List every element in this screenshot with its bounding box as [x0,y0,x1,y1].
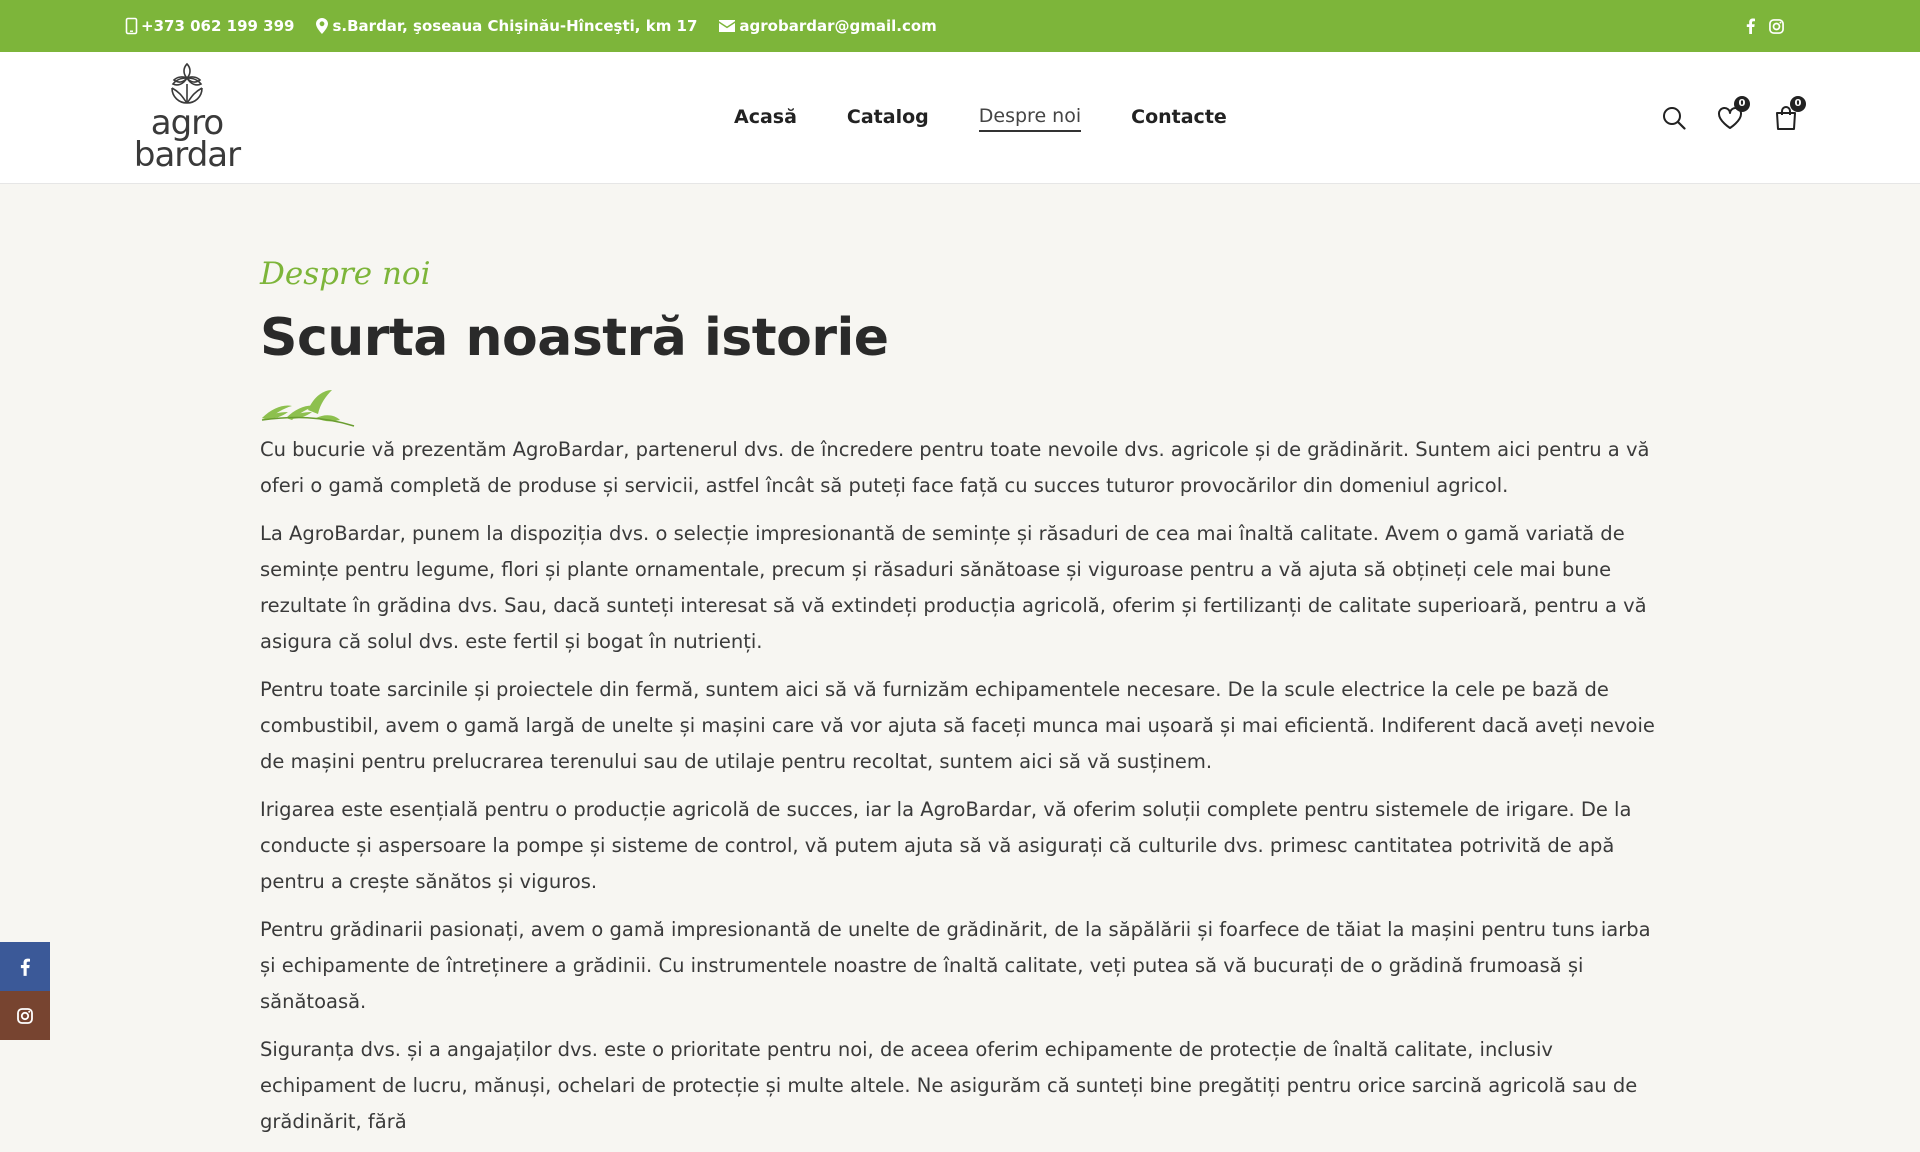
paragraph-5: Pentru grădinarii pasionați, avem o gamă impresionantă de unelte de grădinărit, de la săpălării și foarfece de tăiat la mașini pentru tuns iarba și echipamente de întreținere a grădinii. Cu instrumentele noastre de înaltă calitate, veți putea să vă bucurați de o grădină frumoasă și sănătoasă. [260,918,1651,1013]
nav-item-contacte[interactable]: Contacte [1131,105,1227,128]
nav-item-acasa[interactable]: Acasă [734,105,797,128]
facebook-link[interactable] [1746,18,1755,34]
paragraph-2: La AgroBardar, punem la dispoziția dvs. o selecție impresionantă de semințe și răsaduri de cea mai înaltă calitate. Avem o gamă variată de semințe pentru legume, flori și plante ornamentale, precum și răsaduri sănătoase și viguroase pentru a vă ajuta să obțineți cele mai bune rezultate în grădina dvs. Sau, dacă sunteți interesat să vă extindeți producția agricolă, oferim și fertilizanți de calitate superioară, pentru a vă asigura că solul dvs. este fertil și bogat în nutrienți. [260,522,1647,653]
topbar-social [1746,0,1784,52]
contact-info [126,0,937,52]
page-title: Scurta noastră istorie [260,308,889,368]
sprout-logo-icon [166,60,208,106]
nav-item-despre-noi[interactable]: Despre noi [979,105,1081,132]
envelope-icon [719,20,735,32]
cart-count-badge: 0 [1790,96,1806,112]
logo-text-agro: agro [150,103,224,143]
leaf-divider-icon [260,384,356,428]
main-nav [734,52,1227,184]
about-content [260,252,1660,1152]
phone-icon [126,18,137,34]
section-kicker: Despre noi [260,256,431,292]
map-marker-icon [316,18,328,34]
paragraph-3: Pentru toate sarcinile și proiectele din fermă, suntem aici să vă furnizăm echipamentele necesare. De la scule electrice la cele pe bază de combustibil, avem o gamă largă de unelte și mașini care vă vor ajuta să faceți munca mai ușoară și mai eficientă. Indiferent dacă aveți nevoie de mașini pentru prelucrarea terenului sau de utilaje pentru recoltat, suntem aici să vă susținem. [260,678,1655,773]
about-paragraphs [260,432,1660,1140]
top-bar [0,0,1920,52]
wishlist-button[interactable] [1714,98,1746,134]
facebook-icon [1746,18,1755,34]
search-button[interactable] [1658,102,1690,134]
paragraph-6: Siguranța dvs. și a angajaților dvs. este o prioritate pentru noi, de aceea oferim echipamente de protecție de înaltă calitate, inclusiv echipament de lucru, mănuși, ochelari de protecție și multe altele. Ne asigurăm că sunteți bine pregătiți pentru orice sarcină agricolă sau de grădinărit, fără [260,1038,1638,1133]
instagram-icon [17,1008,33,1024]
address-text: s.Bardar, şoseaua Chişinău-Hînceşti, km 17 [332,17,698,35]
leaf-divider [260,384,1660,428]
site-logo[interactable] [126,58,248,180]
cart-button[interactable] [1770,98,1802,134]
instagram-link[interactable] [1769,19,1784,34]
email-link[interactable] [719,17,936,35]
floating-facebook-button[interactable] [0,942,50,991]
paragraph-4: Irigarea este esențială pentru o producție agricolă de succes, iar la AgroBardar, vă oferim soluții complete pentru sistemele de irigare. De la conducte și aspersoare la pompe și sisteme de control, vă putem ajuta să vă asigurați că culturile dvs. primesc cantitatea potrivită de apă pentru a crește sănătos și viguros. [260,798,1632,893]
email-text: agrobardar@gmail.com [739,17,937,35]
floating-instagram-button[interactable] [0,991,50,1040]
nav-item-catalog[interactable]: Catalog [846,105,929,128]
address-link[interactable] [316,17,697,35]
wishlist-count-badge: 0 [1734,96,1750,112]
logo-text-bardar: bardar [133,135,241,175]
phone-link[interactable] [126,17,294,35]
instagram-icon [1769,19,1784,34]
phone-number: +373 062 199 399 [141,17,295,35]
header-actions [1658,52,1802,184]
search-icon [1662,106,1686,130]
site-header [0,52,1920,184]
floating-social-bar [0,942,50,1040]
facebook-icon [20,958,30,976]
paragraph-1: Cu bucurie vă prezentăm AgroBardar, partenerul dvs. de încredere pentru toate nevoile dvs. agricole și de grădinărit. Suntem aici pentru a vă oferi o gamă completă de produse și servicii, astfel încât să puteți face față cu succes tuturor provocărilor din domeniul agricol. [260,438,1650,497]
